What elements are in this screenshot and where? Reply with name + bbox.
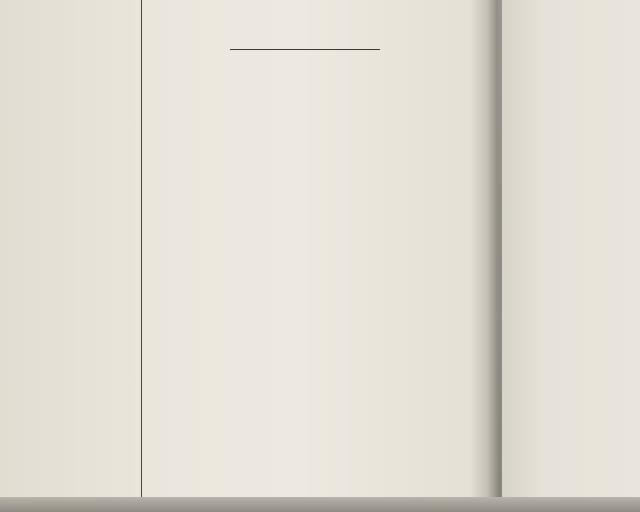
column-rule (141, 0, 142, 500)
section-divider (230, 49, 380, 50)
newspaper-page-right (502, 0, 640, 512)
page-fold-shadow (470, 0, 498, 512)
page-bottom-edge (0, 497, 640, 512)
